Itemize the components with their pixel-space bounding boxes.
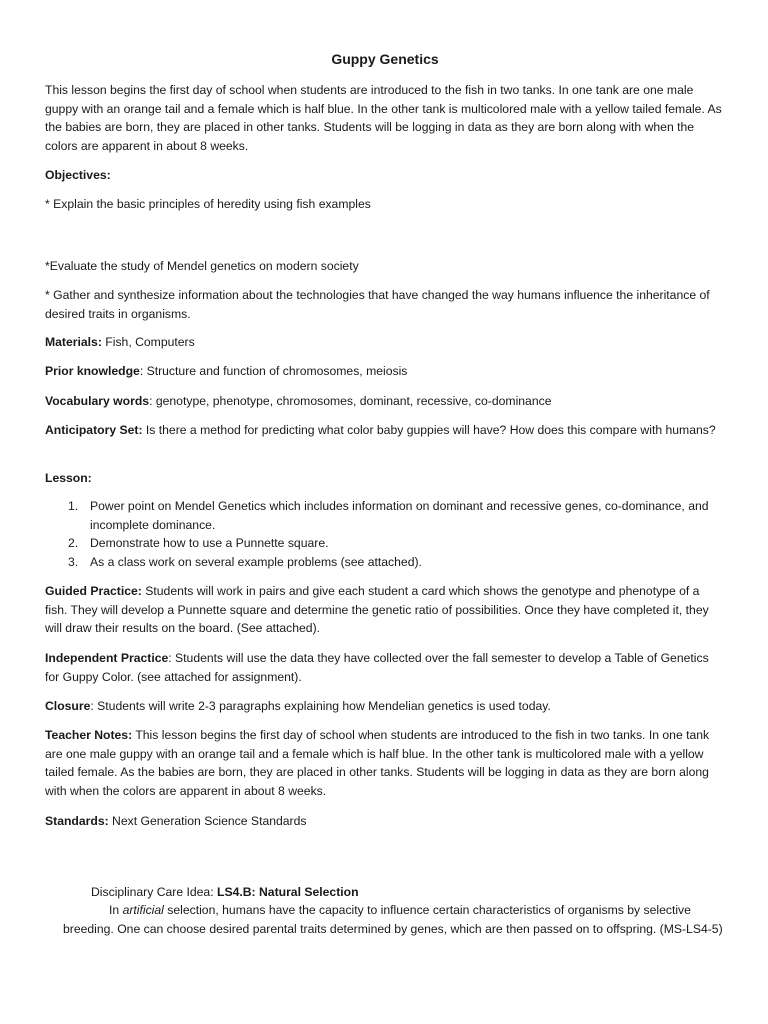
guided-practice-label: Guided Practice:: [45, 584, 142, 598]
closure-line: [45, 697, 725, 716]
anticipatory-set-text: Is there a method for predicting what color baby guppies will have? How does this compare with humans?: [142, 423, 716, 437]
disciplinary-italic: artificial: [122, 903, 164, 917]
lesson-list: [45, 497, 725, 571]
teacher-notes-paragraph: [45, 726, 725, 800]
materials-line: [45, 333, 725, 352]
document-title: Guppy Genetics: [331, 51, 439, 67]
lesson-list-item: [45, 534, 725, 553]
disciplinary-rest-text: breeding. One can choose desired parental traits determined by genes, which are then passed on to offspring. (MS-LS4-5): [63, 921, 723, 936]
intro-paragraph: This lesson begins the first day of school when students are introduced to the fish in two tanks. In one tank are one male guppy with an orange tail and a female which is half blue. In the other tank is multicolored male with a yellow tailed female. As the babies are born, they are placed in other tanks. Students will be logging in data as they are born along with when the colors are apparent in about 8 weeks.: [45, 83, 722, 153]
prior-knowledge-label: Prior knowledge: [45, 364, 140, 378]
materials-text: Fish, Computers: [101, 335, 195, 349]
lesson-label: Lesson:: [45, 471, 92, 485]
standards-text: Next Generation Science Standards: [108, 814, 307, 828]
teacher-notes-label: Teacher Notes:: [45, 728, 133, 742]
lesson-item-text: Power point on Mendel Genetics which includes information on dominant and recessive genes, co-dominance, and incomplete dominance.: [90, 499, 709, 532]
lesson-list-item: [45, 497, 725, 534]
lesson-heading: [45, 469, 725, 488]
independent-practice-label: Independent Practice: [45, 651, 169, 665]
vocabulary-label: Vocabulary words: [45, 394, 150, 408]
lesson-item-text: Demonstrate how to use a Punnette square.: [90, 536, 329, 550]
disciplinary-first-text: selection, humans have the capacity to influence certain characteristics of organisms by selective: [163, 903, 691, 917]
guided-practice-paragraph: [45, 582, 725, 638]
vocabulary-line: [45, 392, 725, 411]
objectives-heading: [45, 166, 725, 185]
vocabulary-text: : genotype, phenotype, chromosomes, dominant, recessive, co-dominance: [149, 394, 552, 408]
prior-knowledge-line: [45, 362, 725, 381]
independent-practice-text: : Students will use the data they have collected over the fall semester to develop a Table of Genetics for Guppy Color. (see attached for assignment).: [45, 651, 709, 684]
independent-practice-paragraph: [45, 649, 725, 686]
teacher-notes-text: This lesson begins the first day of school when students are introduced to the fish in two tanks. In one tank are one male guppy with an orange tail and a female which is half blue. In the other tank is multicolored male with a yellow tailed female. As the babies are born, they are placed in other tanks. Students will be logging in data as they are born along with when the colors are apparent in about 8 weeks.: [45, 728, 710, 798]
lesson-item-text: As a class work on several example problems (see attached).: [90, 554, 422, 569]
standards-line: [45, 812, 725, 831]
disciplinary-idea-title: LS4.B: Natural Selection: [217, 885, 359, 899]
lesson-list-item: [45, 553, 725, 572]
anticipatory-set-label: Anticipatory Set:: [45, 423, 143, 437]
objective-item-1: * Explain the basic principles of heredity using fish examples: [45, 197, 371, 211]
disciplinary-prefix: Disciplinary Care Idea:: [91, 885, 217, 899]
materials-label: Materials:: [45, 335, 102, 349]
guided-practice-text: Students will work in pairs and give each student a card which shows the genotype and phenotype of a fish. They will develop a Punnette square and determine the genetic ratio of possibilities. Once they have completed it, they will draw their results on the board. (See attached).: [45, 584, 709, 635]
objectives-label: Objectives:: [45, 168, 111, 182]
closure-label: Closure: [45, 699, 91, 713]
disciplinary-paragraph: [45, 901, 743, 938]
lesson-item-number: 2.: [68, 536, 79, 550]
objective-item-2: *Evaluate the study of Mendel genetics on modern society: [45, 259, 359, 273]
disciplinary-start: In: [109, 903, 123, 917]
objective-item-3: * Gather and synthesize information about the technologies that have changed the way humans influence the inheritance of desired traits in organisms.: [45, 288, 710, 321]
lesson-item-number: 1.: [68, 499, 79, 513]
closure-text: : Students will write 2-3 paragraphs explaining how Mendelian genetics is used today.: [90, 699, 551, 713]
standards-label: Standards:: [45, 814, 109, 828]
anticipatory-set-paragraph: [45, 421, 725, 440]
disciplinary-first-line: [63, 901, 743, 920]
lesson-item-number: 3.: [68, 554, 79, 569]
prior-knowledge-text: : Structure and function of chromosomes, meiosis: [139, 364, 408, 378]
disciplinary-core-idea-line: [45, 883, 768, 902]
